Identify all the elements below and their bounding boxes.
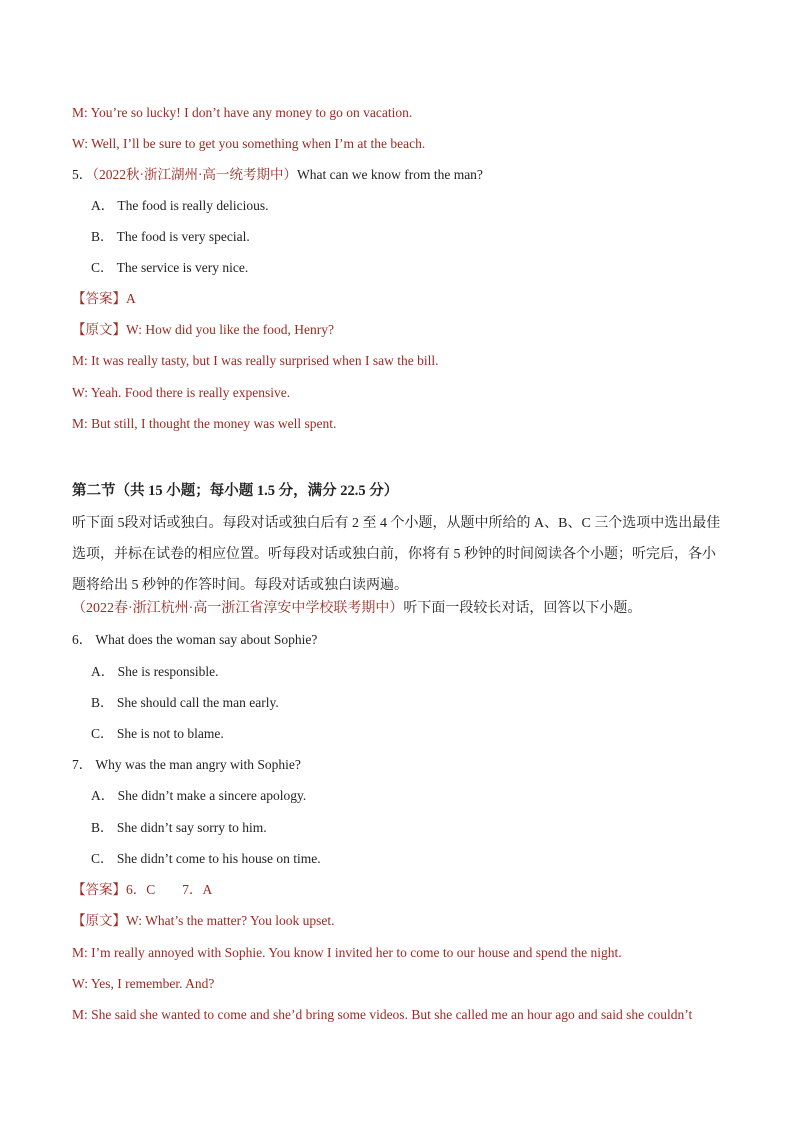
transcript-text: W: How did you like the food, Henry? — [126, 322, 334, 337]
transcript-line: W: Yeah. Food there is really expensive. — [72, 385, 291, 400]
question-5 — [72, 166, 483, 184]
section-instructions: 听下面 5段对话或独白。每段对话或独白后有 2 至 4 个小题，从题中所给的 A、B、C 三个选项中选出最佳选项，并标在试卷的相应位置。听每段对话或独白前，你将有 5 秒钟的时间阅读各个小题；听完后，各小题将给出 5 秒钟的作答时间。每段对话或独白读两遍。 — [72, 516, 721, 593]
question-source: （2022秋·浙江湖州·高一统考期中） — [92, 167, 297, 182]
passage-source: （2022春·浙江杭州·高一浙江省淳安中学校联考期中） — [72, 601, 404, 616]
passage-intro — [72, 600, 641, 618]
original-text-line — [72, 912, 334, 930]
transcript-line: M: It was really tasty, but I was really surprised when I saw the bill. — [72, 353, 439, 368]
answer-label: 【答案】 — [72, 882, 126, 897]
option-b: B． She should call the man early. — [91, 695, 279, 710]
option-b: B． The food is very special. — [91, 229, 250, 244]
passage-instruction: 听下面一段较长对话，回答以下小题。 — [403, 601, 642, 616]
option-c: C． She didn’t come to his house on time. — [91, 851, 321, 866]
original-text-label: 【原文】 — [72, 913, 126, 928]
option-c: C． She is not to blame. — [91, 726, 224, 741]
option-b: B． She didn’t say sorry to him. — [91, 820, 267, 835]
option-a: A． She didn’t make a sincere apology. — [91, 788, 307, 803]
question-number: 5． — [72, 167, 93, 182]
transcript-line: W: Well, I’ll be sure to get you something when I’m at the beach. — [72, 136, 426, 151]
transcript-line: M: I’m really annoyed with Sophie. You know I invited her to come to our house and spend the night. — [72, 945, 622, 960]
transcript-text: W: What’s the matter? You look upset. — [126, 913, 335, 928]
original-text-label: 【原文】 — [72, 322, 126, 337]
transcript-line: M: But still, I thought the money was well spent. — [72, 416, 337, 431]
transcript-line: M: She said she wanted to come and she’d bring some videos. But she called me an hour ago and said she couldn’t — [72, 1007, 693, 1022]
question-6: 6． What does the woman say about Sophie? — [72, 632, 318, 647]
answer-label: 【答案】 — [72, 291, 126, 306]
answer-line — [72, 881, 212, 899]
transcript-line: M: You’re so lucky! I don’t have any money to go on vacation. — [72, 105, 413, 120]
question-7: 7． Why was the man angry with Sophie? — [72, 757, 301, 772]
answer-value: 6．C 7．A — [126, 882, 213, 897]
original-text-line — [72, 321, 334, 339]
option-a: A． The food is really delicious. — [91, 198, 269, 213]
option-a: A． She is responsible. — [91, 664, 219, 679]
option-c: C． The service is very nice. — [91, 260, 249, 275]
section-title: 第二节（共 15 小题；每小题 1.5 分，满分 22.5 分） — [72, 483, 399, 499]
transcript-line: W: Yes, I remember. And? — [72, 976, 215, 991]
answer-value: A — [126, 291, 136, 306]
answer-line — [72, 290, 136, 308]
question-text: What can we know from the man? — [297, 167, 483, 182]
